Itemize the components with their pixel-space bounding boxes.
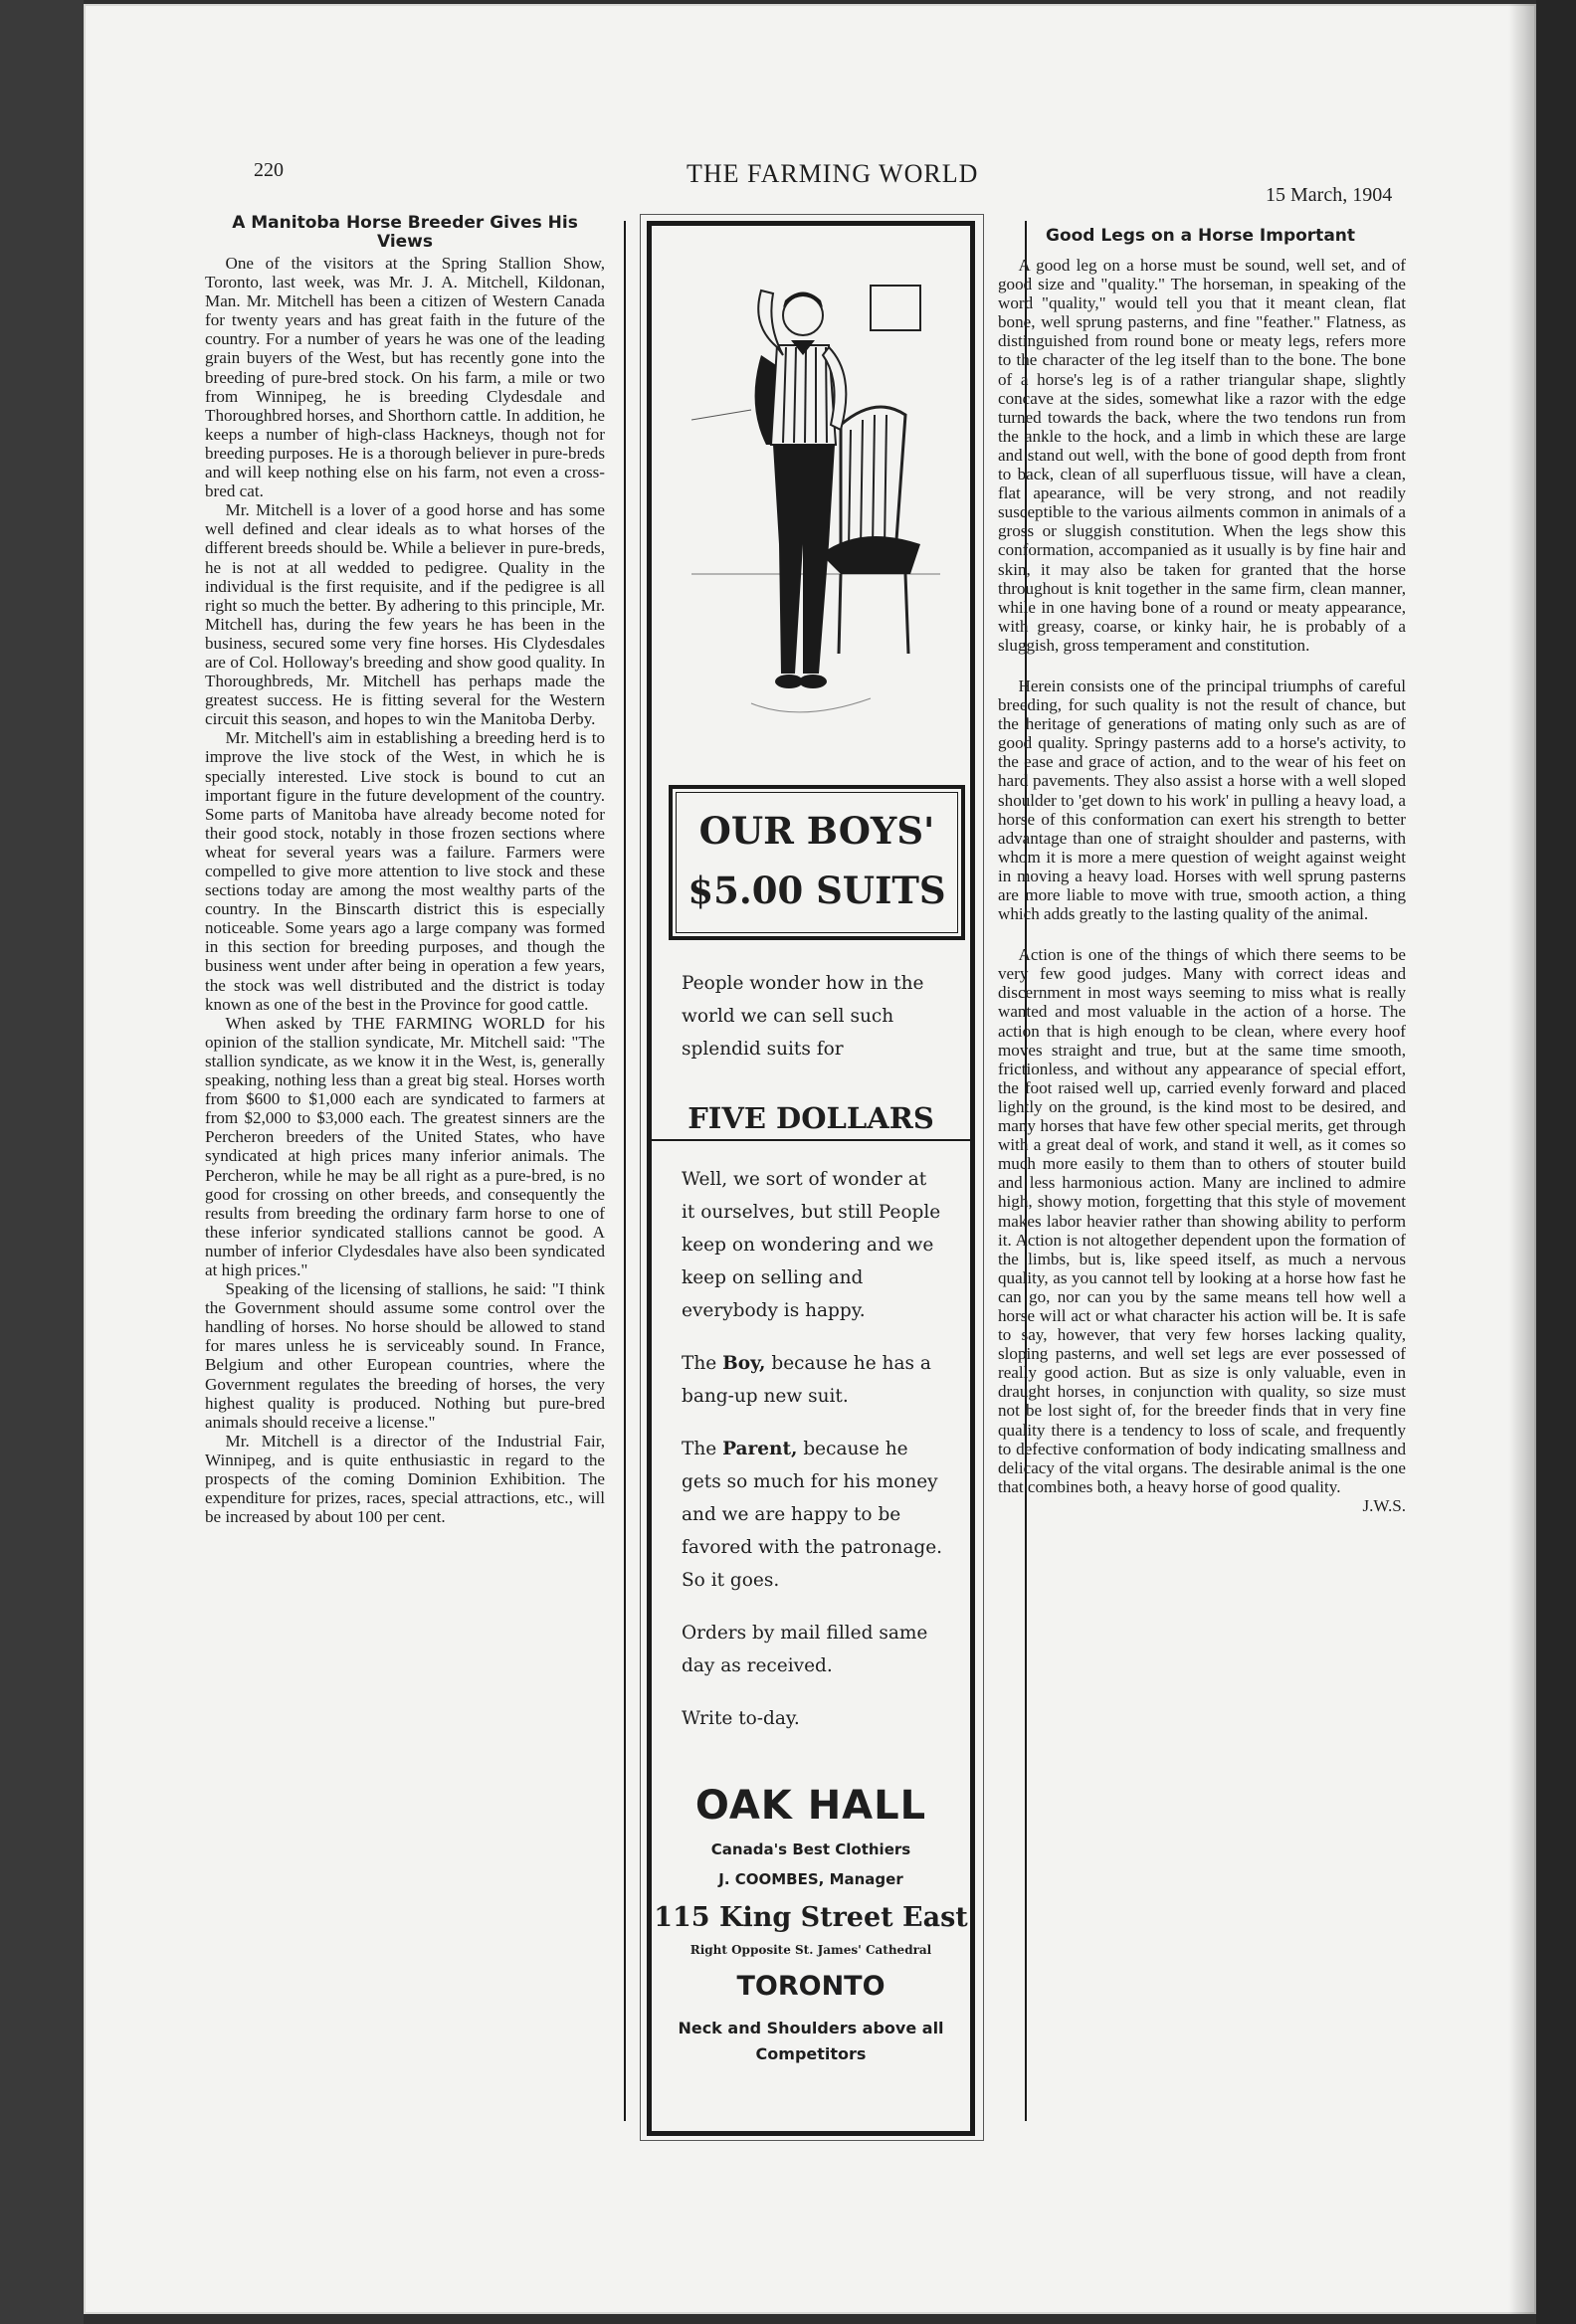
left-article-paragraph: When asked by THE FARMING WORLD for his opinion of the stallion syndicate, Mr. Mitchell said: "The stallion syndicate, as we know it in the West, is, generally speaking, nothing less than a great big steal. Horses worth from $600 to $1,000 each are syndicated to farmers at from $2,000 to $3,000 each. The greatest sinners are the Percheron breeders of the United States, who have syndicated at high prices many inferior animals. The Percheron, while he may be all right as a pure-bred, is no good for crossing on other breeds, and consequently the results from breeding the ordinary farm horse to one of these inferior syndicated stallions cannot be good. A number of inferior Clydesdales have also been syndicated at high prices." bbox=[205, 1013, 605, 1279]
ad-intro-text: People wonder how in the world we can sell such splendid suits for bbox=[682, 973, 924, 1060]
page-gutter-shadow bbox=[1508, 4, 1536, 2314]
landmark-line: Right Opposite St. James' Cathedral bbox=[690, 1943, 932, 1957]
ad-paragraph-parent bbox=[682, 1433, 945, 1597]
headline-box bbox=[669, 785, 965, 940]
scan-left-margin bbox=[0, 0, 84, 2324]
left-article-paragraph: Mr. Mitchell is a lover of a good horse and has some well defined and clear ideals as to what horses of the different breeds should be. While a believer in pure-breds, he is not at all wedded to pedigree. Quality in the individual is the first requisite, and if the pedigree is all right so much the better. By adhering to this principle, Mr. Mitchell has, during the few years he has been in the business, secured some very fine horses. His Clydesdales are of Col. Holloway's breeding and show good quality. In Thoroughbreds, Mr. Mitchell has perhaps made the greatest success. He is fitting several for the Western circuit this season, and hopes to win the Manitoba Derby. bbox=[205, 500, 605, 729]
author-signature: J.W.S. bbox=[1362, 1495, 1406, 1515]
oak-hall-advertisement bbox=[647, 221, 975, 2136]
ad-boy-post: because he has a bang-up new suit. bbox=[682, 1353, 931, 1407]
ad-parent-word: Parent, bbox=[722, 1439, 798, 1459]
headline-our-boys: OUR BOYS' bbox=[698, 809, 935, 853]
left-article-title: A Manitoba Horse Breeder Gives His Views bbox=[232, 213, 578, 252]
scan-right-margin bbox=[1536, 0, 1576, 2324]
ad-paragraph-boy bbox=[682, 1347, 945, 1413]
brand-name: OAK HALL bbox=[694, 1783, 927, 1829]
issue-date: 15 March, 1904 bbox=[1266, 184, 1393, 206]
page-number: 220 bbox=[254, 159, 284, 181]
ad-boy-word: Boy, bbox=[722, 1353, 766, 1374]
city-name: TORONTO bbox=[736, 1971, 886, 2002]
left-article-paragraph: Mr. Mitchell is a director of the Industrial Fair, Winnipeg, and is quite enthusiastic in regard to the prospects of the coming Dominion Exhibition. The expenditure for prizes, races, special attractions, etc., will be increased by about 100 per cent. bbox=[205, 1431, 605, 1527]
street-address: 115 King Street East bbox=[654, 1902, 968, 1933]
ad-footer bbox=[652, 1783, 970, 2067]
left-article-paragraph: One of the visitors at the Spring Stallion Show, Toronto, last week, was Mr. J. A. Mitchell, Kildonan, Man. Mr. Mitchell has been a citizen of Western Canada for twenty years and has great faith in the future of the country. For a number of years he was one of the leading grain buyers of the West, but has recently gone into the breeding of pure-bred stock. On his farm, a mile or two from Winnipeg, he is breeding Clydesdale and Thoroughbred horses, and Shorthorn cattle. In addition, he keeps a number of high-class Hackneys, though not for breeding purposes. He is a thorough believer in pure-breds and will keep nothing else on his farm, not even a cross-bred cat. bbox=[205, 254, 605, 501]
journal-title: THE FARMING WORLD bbox=[687, 159, 979, 188]
ad-parent-pre: The bbox=[682, 1439, 723, 1459]
brand-tagline: Canada's Best Clothiers bbox=[710, 1840, 911, 1858]
ad-slogan: Neck and Shoulders above all Competitors bbox=[678, 2019, 944, 2063]
right-article-paragraph: A good leg on a horse must be sound, well set, and of good size and "quality." The horseman, in speaking of the word "quality," would tell you that it meant clean, flat bone, well sprung pasterns, and fine "feather." Flatness, as distinguished from round bone or meaty legs, refers more to the character of the leg itself than to the bone. The bone of a horse's leg is of a rather triangular shape, slightly concave at the sides, somewhat like a razor with the edge turned towards the back, where the two tendons run from the ankle to the hock, and a limb in which these are large and stand out well, with the bone of good depth from front to back, clean of all superfluous tissue, will have a clean, flat apearance, will be very strong, and not readily susceptible to the various ailments common in animals of a gross or sluggish constitution. When the legs show this conformation, accompanied as it usually is by fine hair and skin, it may also be taken for granted that the horse throughout is knit together in the same firm, clean manner, while in one having bone of a round or meaty appearance, with greasy, coarse, or kinky hair, he is probably of a sluggish, gross temperament and constitution. bbox=[998, 256, 1406, 655]
ad-boy-pre: The bbox=[682, 1353, 723, 1374]
ad-parent-post: because he gets so much for his money and we are happy to be favored with the patronage. So it goes. bbox=[682, 1439, 943, 1591]
left-article-paragraph: Mr. Mitchell's aim in establishing a breeding herd is to improve the live stock of the West, in which he is specially interested. Live stock is bound to cut an important figure in the future development of the country. Some parts of Manitoba have already become noted for their good stock, notably in those frozen sections where wheat for several years was a failure. Farmers were compelled to give more attention to live stock and these sections today are among the most wealthy parts of the country. In the Binscarth district this is especially noticeable. Some years ago a large company was formed in this section for breeding purposes, and though the business went under after being in operation a few years, the stock was well distributed and the district is today known as one of the best in the Province for good cattle. bbox=[205, 728, 605, 1014]
left-article bbox=[205, 214, 605, 1526]
ad-paragraph-wonder: Well, we sort of wonder at it ourselves, but still People keep on wondering and we keep on selling and everybody is happy. bbox=[682, 1169, 941, 1321]
right-article-title: Good Legs on a Horse Important bbox=[1046, 226, 1356, 246]
left-article-paragraph: Speaking of the licensing of stallions, he said: "I think the Government should assume some control over the handling of horses. No horse should be allowed to stand for mares unless he is serviceably sound. In France, Belgium and other European countries, where the Government regulates the breeding of horses, the very highest quality is produced. Nothing but pure-bred animals should receive a license." bbox=[205, 1279, 605, 1432]
column-rule-left bbox=[624, 221, 626, 2121]
manager-line: J. COOMBES, Manager bbox=[718, 1870, 903, 1888]
right-article bbox=[998, 227, 1406, 1515]
ad-paragraph-orders: Orders by mail filled same day as received. bbox=[682, 1623, 928, 1676]
ad-intro bbox=[682, 967, 945, 1085]
right-article-paragraph: Herein consists one of the principal triumphs of careful breeding, for such quality is not the result of chance, but the heritage of generations of mating only such as are of good quality. Springy pasterns add to a horse's activity, to the ease and grace of action, and to the wear of his feet on hard pavements. They also assist a horse with a well sloped shoulder to 'get down to his work' in pulling a heavy load, a horse of this conformation can exert his strength to better advantage than one of straight shoulder and pasterns, with whom it is more a mere question of weight against weight in moving a heavy load. Horses with well sprung pasterns are more liable to move with true, smooth action, a thing which adds greatly to the lasting quality of the animal. bbox=[998, 676, 1406, 924]
ad-paragraph-write: Write to-day. bbox=[682, 1708, 800, 1729]
headline-suits-price: $5.00 SUITS bbox=[688, 869, 946, 912]
five-dollars-heading: FIVE DOLLARS bbox=[652, 1101, 970, 1141]
ad-body bbox=[682, 1163, 945, 1755]
right-article-paragraph: Action is one of the things of which there seems to be very few good judges. Many with correct ideas and discernment in most ways seeming to miss what is really wanted and most valuable in the action of a horse. The action that is high enough to be clean, where every hoof moves straight and true, but at the same time smooth, frictionless, and without any appearance of special effort, the foot raised well up, carried evenly forward and placed lightly on the ground, is the kind most to be desired, and many horses that have few other special merits, get through with a great deal of work, and stand it well, as it comes so much more easily to them than to others of stouter build and less harmonious action. Many are inclined to admire high, showy motion, forgetting that this style of movement makes labor heavier rather than showing ability to perform it. Action is not altogether dependent upon the formation of the limbs, but is, like speed itself, as much a nervous quality, as you cannot tell by looking at a horse how fast he can go, nor can you by the same means tell how well a horse will act or what character his action will be. It is safe to say, however, that very few horses lacking quality, sloping pasterns, and well set legs are ever possessed of really good action. But as size is only valuable, even in draught horses, in conjunction with quality, so size must not be lost sight of, for the breeder finds that in very fine quality there is a tendency to loss of scale, and frequently to defective conformation of body indicating smallness and delicacy of the vital organs. The desirable animal is the one that combines both, a heavy horse of good quality. bbox=[998, 945, 1406, 1496]
boy-in-suit-illustration bbox=[691, 256, 940, 768]
